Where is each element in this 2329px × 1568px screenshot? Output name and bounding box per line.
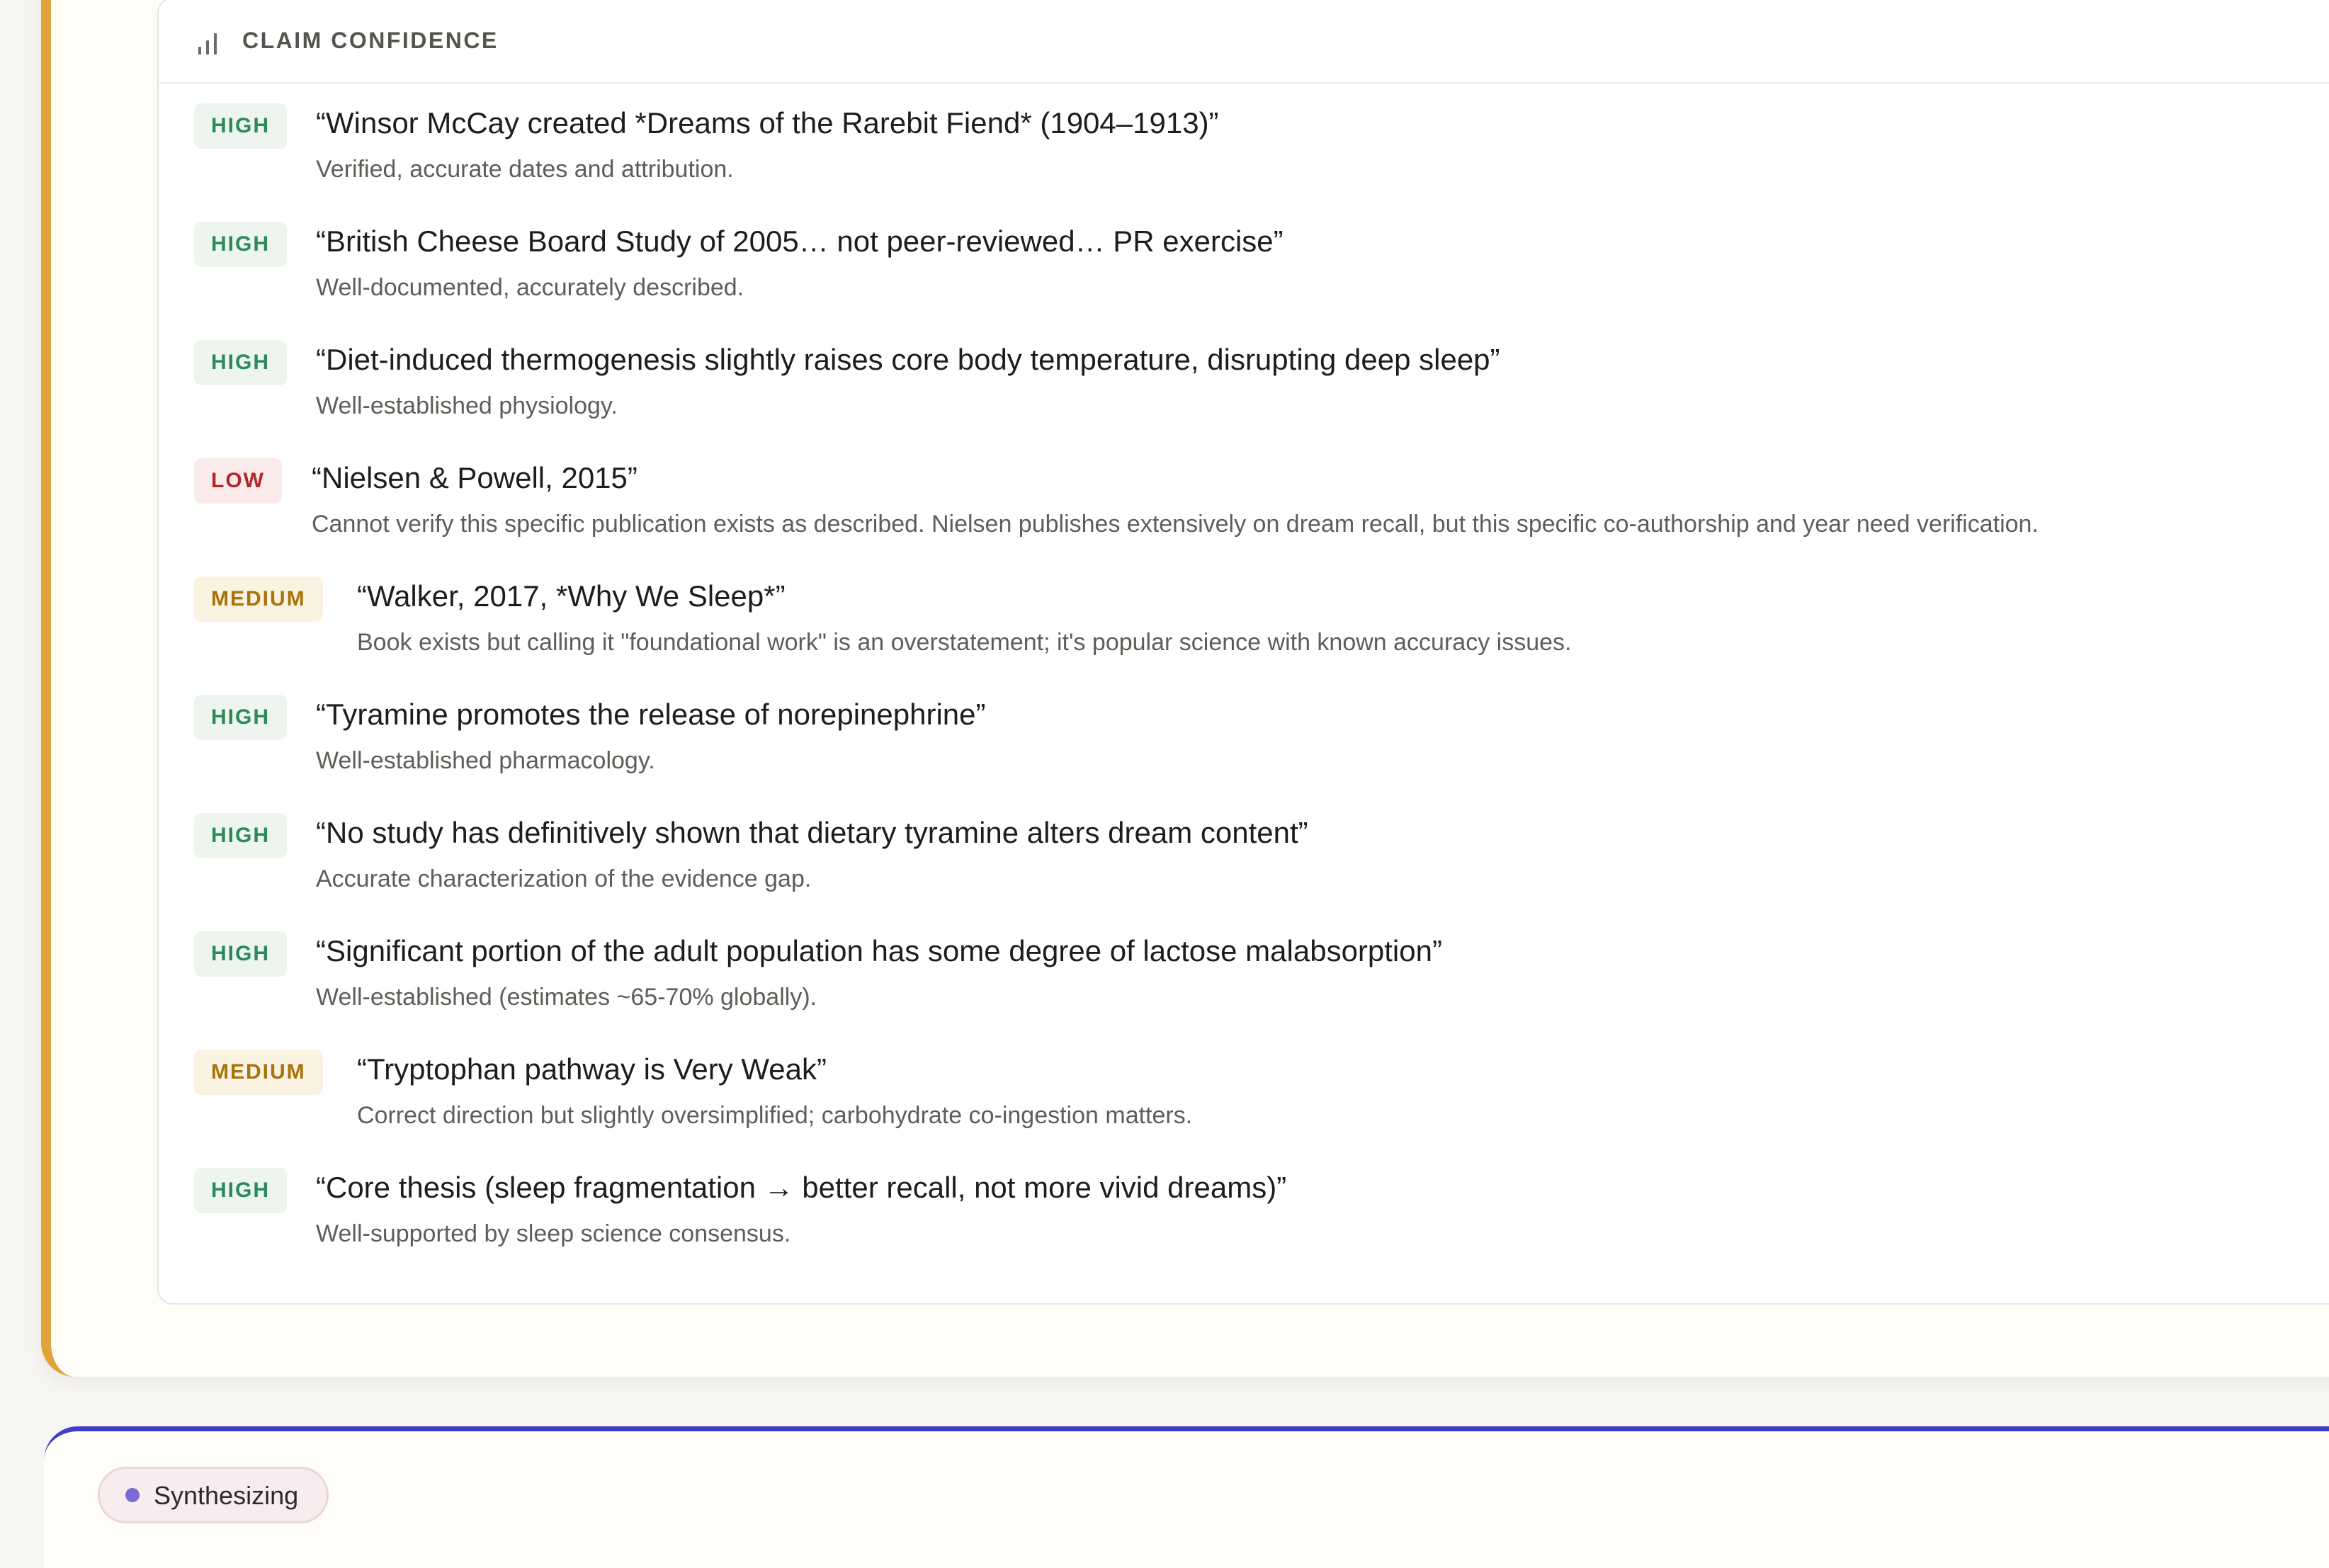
claims-list: [159, 84, 2329, 1286]
panel-header: [159, 0, 2329, 84]
claim-quote: “Tryptophan pathway is Very Weak”: [357, 1052, 827, 1086]
claim-note: Correct direction but slightly oversimplified; carbohydrate co-ingestion matters.: [357, 1102, 1193, 1129]
bar-chart-icon: [198, 32, 221, 55]
synthesis-card: [44, 1426, 2329, 1568]
claim-quote: “Walker, 2017, *Why We Sleep*”: [357, 579, 786, 613]
panel-title: CLAIM CONFIDENCE: [242, 27, 499, 53]
claim-item: [159, 695, 2329, 813]
claim-quote: “British Cheese Board Study of 2005… not peer-reviewed… PR exercise”: [316, 225, 1284, 258]
claim-item: [159, 813, 2329, 931]
status-label: Synthesizing: [154, 1481, 299, 1510]
claim-quote: “No study has definitively shown that dietary tyramine alters dream content”: [316, 816, 1308, 849]
claim-quote: “Winsor McCay created *Dreams of the Rarebit Fiend* (1904–1913)”: [316, 106, 1219, 140]
claim-item: [159, 1168, 2329, 1286]
confidence-badge: HIGH: [194, 340, 287, 385]
claim-quote: “Significant portion of the adult population has some degree of lactose malabsorption”: [316, 934, 1442, 967]
claim-note: Well-established physiology.: [316, 392, 618, 419]
claim-note: Verified, accurate dates and attribution.: [316, 156, 734, 183]
claim-note: Accurate characterization of the evidence gap.: [316, 865, 812, 892]
claim-quote: “Core thesis (sleep fragmentation → better recall, not more vivid dreams)”: [316, 1171, 1287, 1204]
claim-note: Well-supported by sleep science consensus.: [316, 1220, 791, 1247]
claim-item: [159, 340, 2329, 458]
claim-confidence-card: [41, 0, 2329, 1377]
confidence-badge: HIGH: [194, 813, 287, 858]
claim-quote: “Tyramine promotes the release of norepinephrine”: [316, 698, 986, 731]
confidence-badge: HIGH: [194, 1168, 287, 1213]
claim-item: [159, 931, 2329, 1050]
claim-item: [159, 576, 2329, 695]
claim-note: Well-documented, accurately described.: [316, 274, 744, 301]
claim-note: Well-established (estimates ~65-70% globally).: [316, 984, 817, 1011]
claim-item: [159, 1050, 2329, 1168]
confidence-badge: MEDIUM: [194, 576, 323, 622]
confidence-badge: HIGH: [194, 695, 287, 740]
claim-confidence-panel: [157, 0, 2329, 1305]
confidence-badge: HIGH: [194, 931, 287, 977]
claim-note: Cannot verify this specific publication exists as described. Nielsen publishes extensively on dream recall, but this specific co-authorship and year need verification.: [312, 511, 2039, 538]
claim-item: [159, 458, 2329, 576]
confidence-badge: HIGH: [194, 103, 287, 149]
claim-item: [159, 222, 2329, 340]
claim-note: Book exists but calling it "foundational work" is an overstatement; it's popular science with known accuracy issues.: [357, 629, 1572, 656]
claim-item: [159, 103, 2329, 222]
claim-note: Well-established pharmacology.: [316, 747, 655, 774]
confidence-badge: LOW: [194, 458, 282, 504]
confidence-badge: MEDIUM: [194, 1050, 323, 1095]
claim-quote: “Diet-induced thermogenesis slightly raises core body temperature, disrupting deep sleep”: [316, 343, 1500, 376]
confidence-badge: HIGH: [194, 222, 287, 267]
status-pill: [98, 1467, 329, 1523]
status-dot-icon: [125, 1488, 140, 1502]
claim-quote: “Nielsen & Powell, 2015”: [312, 461, 638, 494]
